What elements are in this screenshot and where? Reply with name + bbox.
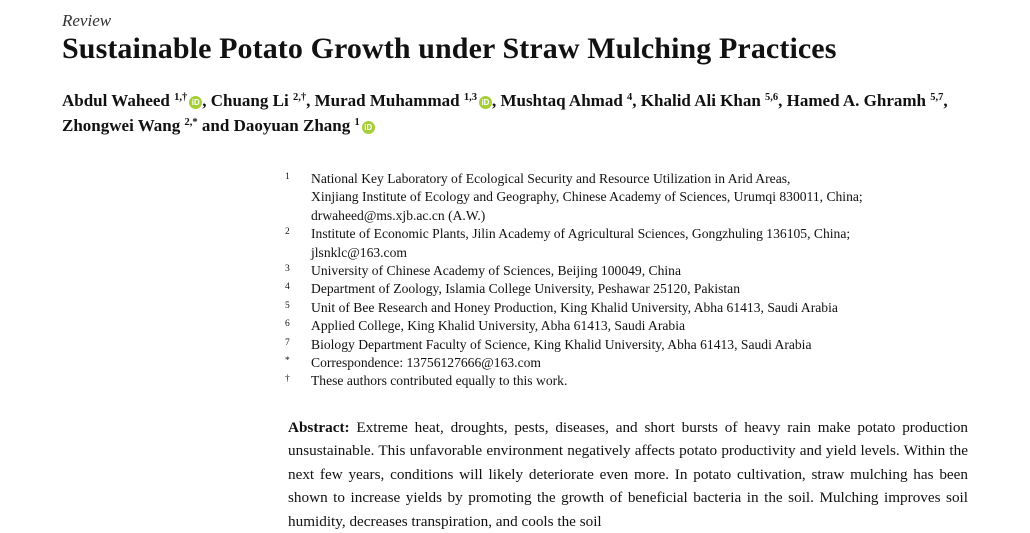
author-separator: , (632, 91, 637, 110)
author-affiliation-marker: 4 (627, 92, 633, 103)
author (641, 91, 783, 110)
affiliation-line (285, 188, 1005, 206)
author-name: Abdul Waheed (62, 91, 170, 110)
article-type: Review (62, 11, 112, 30)
abstract-text: Extreme heat, droughts, pests, diseases, and short bursts of heavy rain make potato production unsustainable. This unfavorable environment negatively affects potato productivity and yield levels. Within the next few years, conditions will likely deteriorate even more. In potato cultivation, straw mulching has been shown to increase yields by promoting the growth of beneficial bacteria in the soil. Mulching improves soil humidity, decreases transpiration, and cools the soil (288, 419, 969, 530)
affiliation-line (285, 354, 1005, 372)
orcid-icon[interactable]: iD (479, 96, 492, 109)
affiliation-text: Xinjiang Institute of Ecology and Geography, Chinese Academy of Sciences, Urumqi 830011, China; (311, 189, 863, 205)
affiliation-marker: 1 (285, 172, 290, 182)
author-affiliation-marker: 1,3 (463, 92, 477, 103)
affiliation-line (285, 262, 1005, 280)
orcid-icon[interactable]: iD (189, 96, 202, 109)
affiliation-marker: 6 (285, 319, 290, 330)
affiliation-text: National Key Laboratory of Ecological Security and Resource Utilization in Arid Areas, (311, 171, 791, 186)
affiliation-text: Department of Zoology, Islamia College University, Peshawar 25120, Pakistan (311, 281, 740, 297)
affiliation-line (285, 170, 1005, 188)
affiliation-line (285, 225, 1005, 243)
author-separator: , (943, 91, 948, 110)
author (62, 116, 229, 135)
author (234, 116, 375, 135)
affiliation-text: Correspondence: 13756127666@163.com (311, 355, 541, 371)
affiliation-text: Biology Department Faculty of Science, King Khalid University, Abha 61413, Saudi Arabia (311, 336, 812, 352)
affiliation-text: Applied College, King Khalid University, Abha 61413, Saudi Arabia (311, 318, 686, 334)
affiliation-marker: 3 (285, 264, 290, 275)
affiliation-marker: * (285, 356, 290, 367)
author-affiliation-marker: 2,* (184, 117, 198, 128)
author-separator: , (491, 91, 497, 110)
author (787, 91, 948, 110)
author-name: Khalid Ali Khan (640, 91, 761, 110)
author-list (62, 88, 1002, 138)
author-name: Hamed A. Ghramh (786, 91, 926, 110)
author-affiliation-marker: 1 (354, 117, 360, 128)
author-name: Daoyuan Zhang (233, 116, 351, 135)
abstract (288, 416, 968, 533)
orcid-icon[interactable]: iD (362, 121, 375, 134)
author (315, 91, 497, 110)
author-separator: , (202, 91, 207, 110)
affiliation-line (285, 280, 1005, 298)
affiliation-marker: 7 (285, 337, 290, 348)
affiliation-text: drwaheed@ms.xjb.ac.cn (A.W.) (311, 207, 486, 223)
affiliation-line (285, 336, 1005, 354)
affiliation-line (285, 317, 1005, 335)
abstract-label: Abstract: (288, 419, 350, 436)
affiliation-list (285, 170, 1005, 391)
affiliation-line (285, 299, 1005, 317)
author (62, 91, 207, 110)
affiliation-marker: 2 (285, 227, 290, 238)
paper-title: Sustainable Potato Growth under Straw Mulching Practices (62, 32, 837, 65)
author-name: Murad Muhammad (314, 91, 460, 110)
affiliation-text: These authors contributed equally to this work. (311, 373, 568, 389)
author-affiliation-marker: 5,7 (930, 92, 944, 103)
author-affiliation-marker: 5,6 (765, 92, 779, 103)
author-name: Mushtaq Ahmad (500, 91, 623, 110)
author-affiliation-marker: 1,† (174, 92, 188, 103)
author-separator: and (197, 116, 230, 135)
author-separator: , (306, 91, 311, 110)
author-affiliation-marker: 2,† (292, 92, 307, 103)
affiliation-marker: 4 (285, 282, 290, 293)
affiliation-text: Unit of Bee Research and Honey Production, King Khalid University, Abha 61413, Saudi Arabia (311, 299, 838, 315)
affiliation-line (285, 244, 1005, 262)
affiliation-marker: 5 (285, 300, 290, 311)
affiliation-line (285, 207, 1005, 225)
affiliation-text: University of Chinese Academy of Sciences, Beijing 100049, China (311, 263, 681, 279)
author (211, 91, 311, 110)
affiliation-line (285, 372, 1005, 390)
author (500, 91, 636, 110)
affiliation-marker: † (285, 374, 290, 385)
author-separator: , (778, 91, 783, 110)
affiliation-text: Institute of Economic Plants, Jilin Academy of Agricultural Sciences, Gongzhuling 136105, China; (311, 226, 851, 242)
affiliation-text: jlsnklc@163.com (311, 244, 407, 260)
author-name: Chuang Li (210, 91, 289, 110)
author-name: Zhongwei Wang (62, 116, 181, 135)
